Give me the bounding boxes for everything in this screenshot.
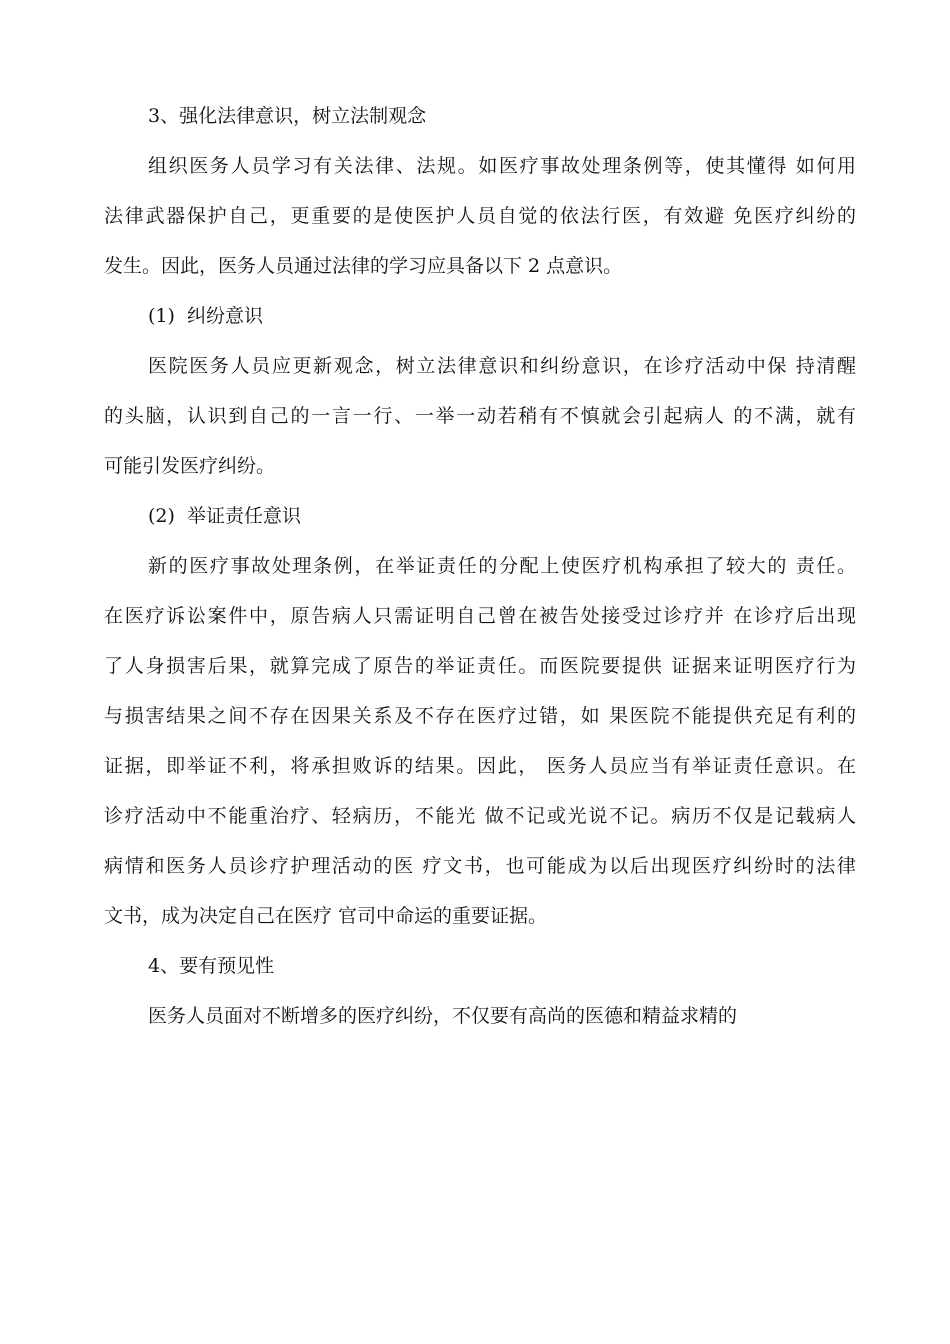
paragraph-line: 法律武器保护自己，更重要的是使医护人员自觉的依法行医，有效避 免医疗纠纷的 (104, 205, 856, 227)
paragraph-line: 病情和医务人员诊疗护理活动的医 疗文书，也可能成为以后出现医疗纠纷时的法律 (104, 855, 856, 877)
section-heading-4: 4、要有预见性 (148, 955, 275, 977)
section-heading-3: 3、强化法律意识，树立法制观念 (148, 105, 427, 127)
paragraph-line: 可能引发医疗纠纷。 (104, 455, 276, 477)
paragraph-line: 与损害结果之间不存在因果关系及不存在医疗过错，如 果医院不能提供充足有利的 (104, 705, 856, 727)
paragraph-line: 组织医务人员学习有关法律、法规。如医疗事故处理条例等，使其懂得 如何用 (148, 155, 856, 177)
paragraph-line: 发生。因此，医务人员通过法律的学习应具备以下 2 点意识。 (104, 255, 623, 277)
paragraph-line: 新的医疗事故处理条例，在举证责任的分配上使医疗机构承担了较大的 责任。 (148, 555, 856, 577)
paragraph-line: 诊疗活动中不能重治疗、轻病历，不能光 做不记或光说不记。病历不仅是记载病人 (104, 805, 856, 827)
subheading-2: (2) 举证责任意识 (148, 505, 301, 527)
paragraph-line: 的头脑，认识到自己的一言一行、一举一动若稍有不慎就会引起病人 的不满，就有 (104, 405, 856, 427)
paragraph-line: 医务人员面对不断增多的医疗纠纷，不仅要有高尚的医德和精益求精的 (148, 1005, 738, 1027)
paragraph-line: 在医疗诉讼案件中，原告病人只需证明自己曾在被告处接受过诊疗并 在诊疗后出现 (104, 605, 856, 627)
paragraph-line: 了人身损害后果，就算完成了原告的举证责任。而医院要提供 证据来证明医疗行为 (104, 655, 856, 677)
paragraph-line: 文书，成为决定自己在医疗 官司中命运的重要证据。 (104, 905, 548, 927)
paragraph-line: 医院医务人员应更新观念，树立法律意识和纠纷意识，在诊疗活动中保 持清醒 (148, 355, 856, 377)
subheading-1: (1) 纠纷意识 (148, 305, 263, 327)
paragraph-line: 证据，即举证不利，将承担败诉的结果。因此， 医务人员应当有举证责任意识。在 (104, 755, 856, 777)
